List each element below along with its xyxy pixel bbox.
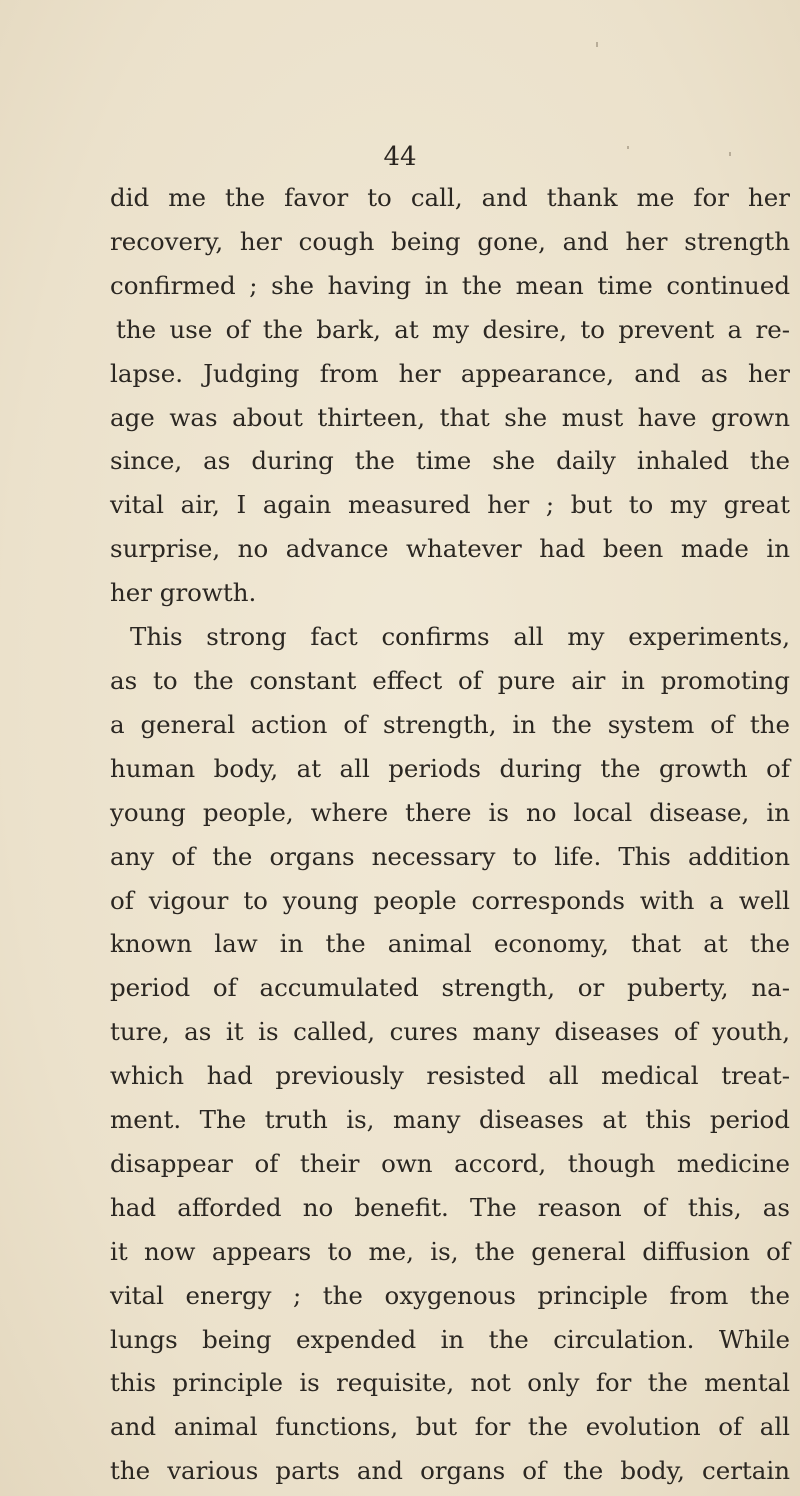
text-line: it now appears to me, is, the general diffusion of bbox=[110, 1236, 790, 1266]
text-line: did me the favor to call, and thank me for her bbox=[110, 183, 790, 212]
text-line: disappear of their own accord, though medicine bbox=[110, 1148, 790, 1178]
text-line: since, as during the time she daily inhaled the bbox=[110, 446, 790, 476]
text-line: lungs being expended in the circulation. While bbox=[110, 1324, 790, 1354]
body-text bbox=[110, 176, 790, 1493]
text-line: vital energy ; the oxygenous principle from the bbox=[110, 1280, 790, 1310]
text-line: surprise, no advance whatever had been made in bbox=[110, 534, 790, 564]
text-line: vital air, I again measured her ; but to my great bbox=[110, 490, 790, 520]
text-line: young people, where there is no local disease, in bbox=[110, 797, 790, 827]
text-line: any of the organs necessary to life. This addition bbox=[110, 841, 790, 871]
text-line: age was about thirteen, that she must have grown bbox=[110, 402, 790, 432]
text-line: which had previously resisted all medical treat- bbox=[110, 1061, 790, 1091]
text-line: as to the constant effect of pure air in promoting bbox=[110, 665, 790, 695]
text-line: ment. The truth is, many diseases at this period bbox=[110, 1105, 790, 1135]
paper-speck bbox=[596, 42, 598, 47]
text-line: the use of the bark, at my desire, to prevent a re- bbox=[116, 314, 790, 344]
text-line: this principle is requisite, not only for the mental bbox=[110, 1368, 790, 1398]
text-line: a general action of strength, in the system of the bbox=[110, 709, 790, 739]
text-line: the various parts and organs of the body, certain bbox=[110, 1456, 790, 1486]
text-line: and animal functions, but for the evolution of all bbox=[110, 1412, 790, 1442]
text-line: lapse. Judging from her appearance, and as her bbox=[110, 358, 790, 388]
text-line: known law in the animal economy, that at the bbox=[110, 929, 790, 959]
text-line: human body, at all periods during the growth of bbox=[110, 753, 790, 783]
text-line: recovery, her cough being gone, and her strength bbox=[110, 226, 790, 256]
text-line: period of accumulated strength, or puberty, na- bbox=[110, 973, 790, 1003]
text-line: This strong fact confirms all my experiments, bbox=[130, 622, 790, 652]
text-line: of vigour to young people corresponds with a well bbox=[110, 885, 790, 915]
page-number: 44 bbox=[383, 142, 417, 172]
text-line: confirmed ; she having in the mean time continued bbox=[110, 270, 790, 300]
text-line: ture, as it is called, cures many diseases of youth, bbox=[110, 1017, 790, 1047]
text-line: her growth. bbox=[110, 578, 257, 608]
text-line: had afforded no benefit. The reason of this, as bbox=[110, 1192, 790, 1222]
